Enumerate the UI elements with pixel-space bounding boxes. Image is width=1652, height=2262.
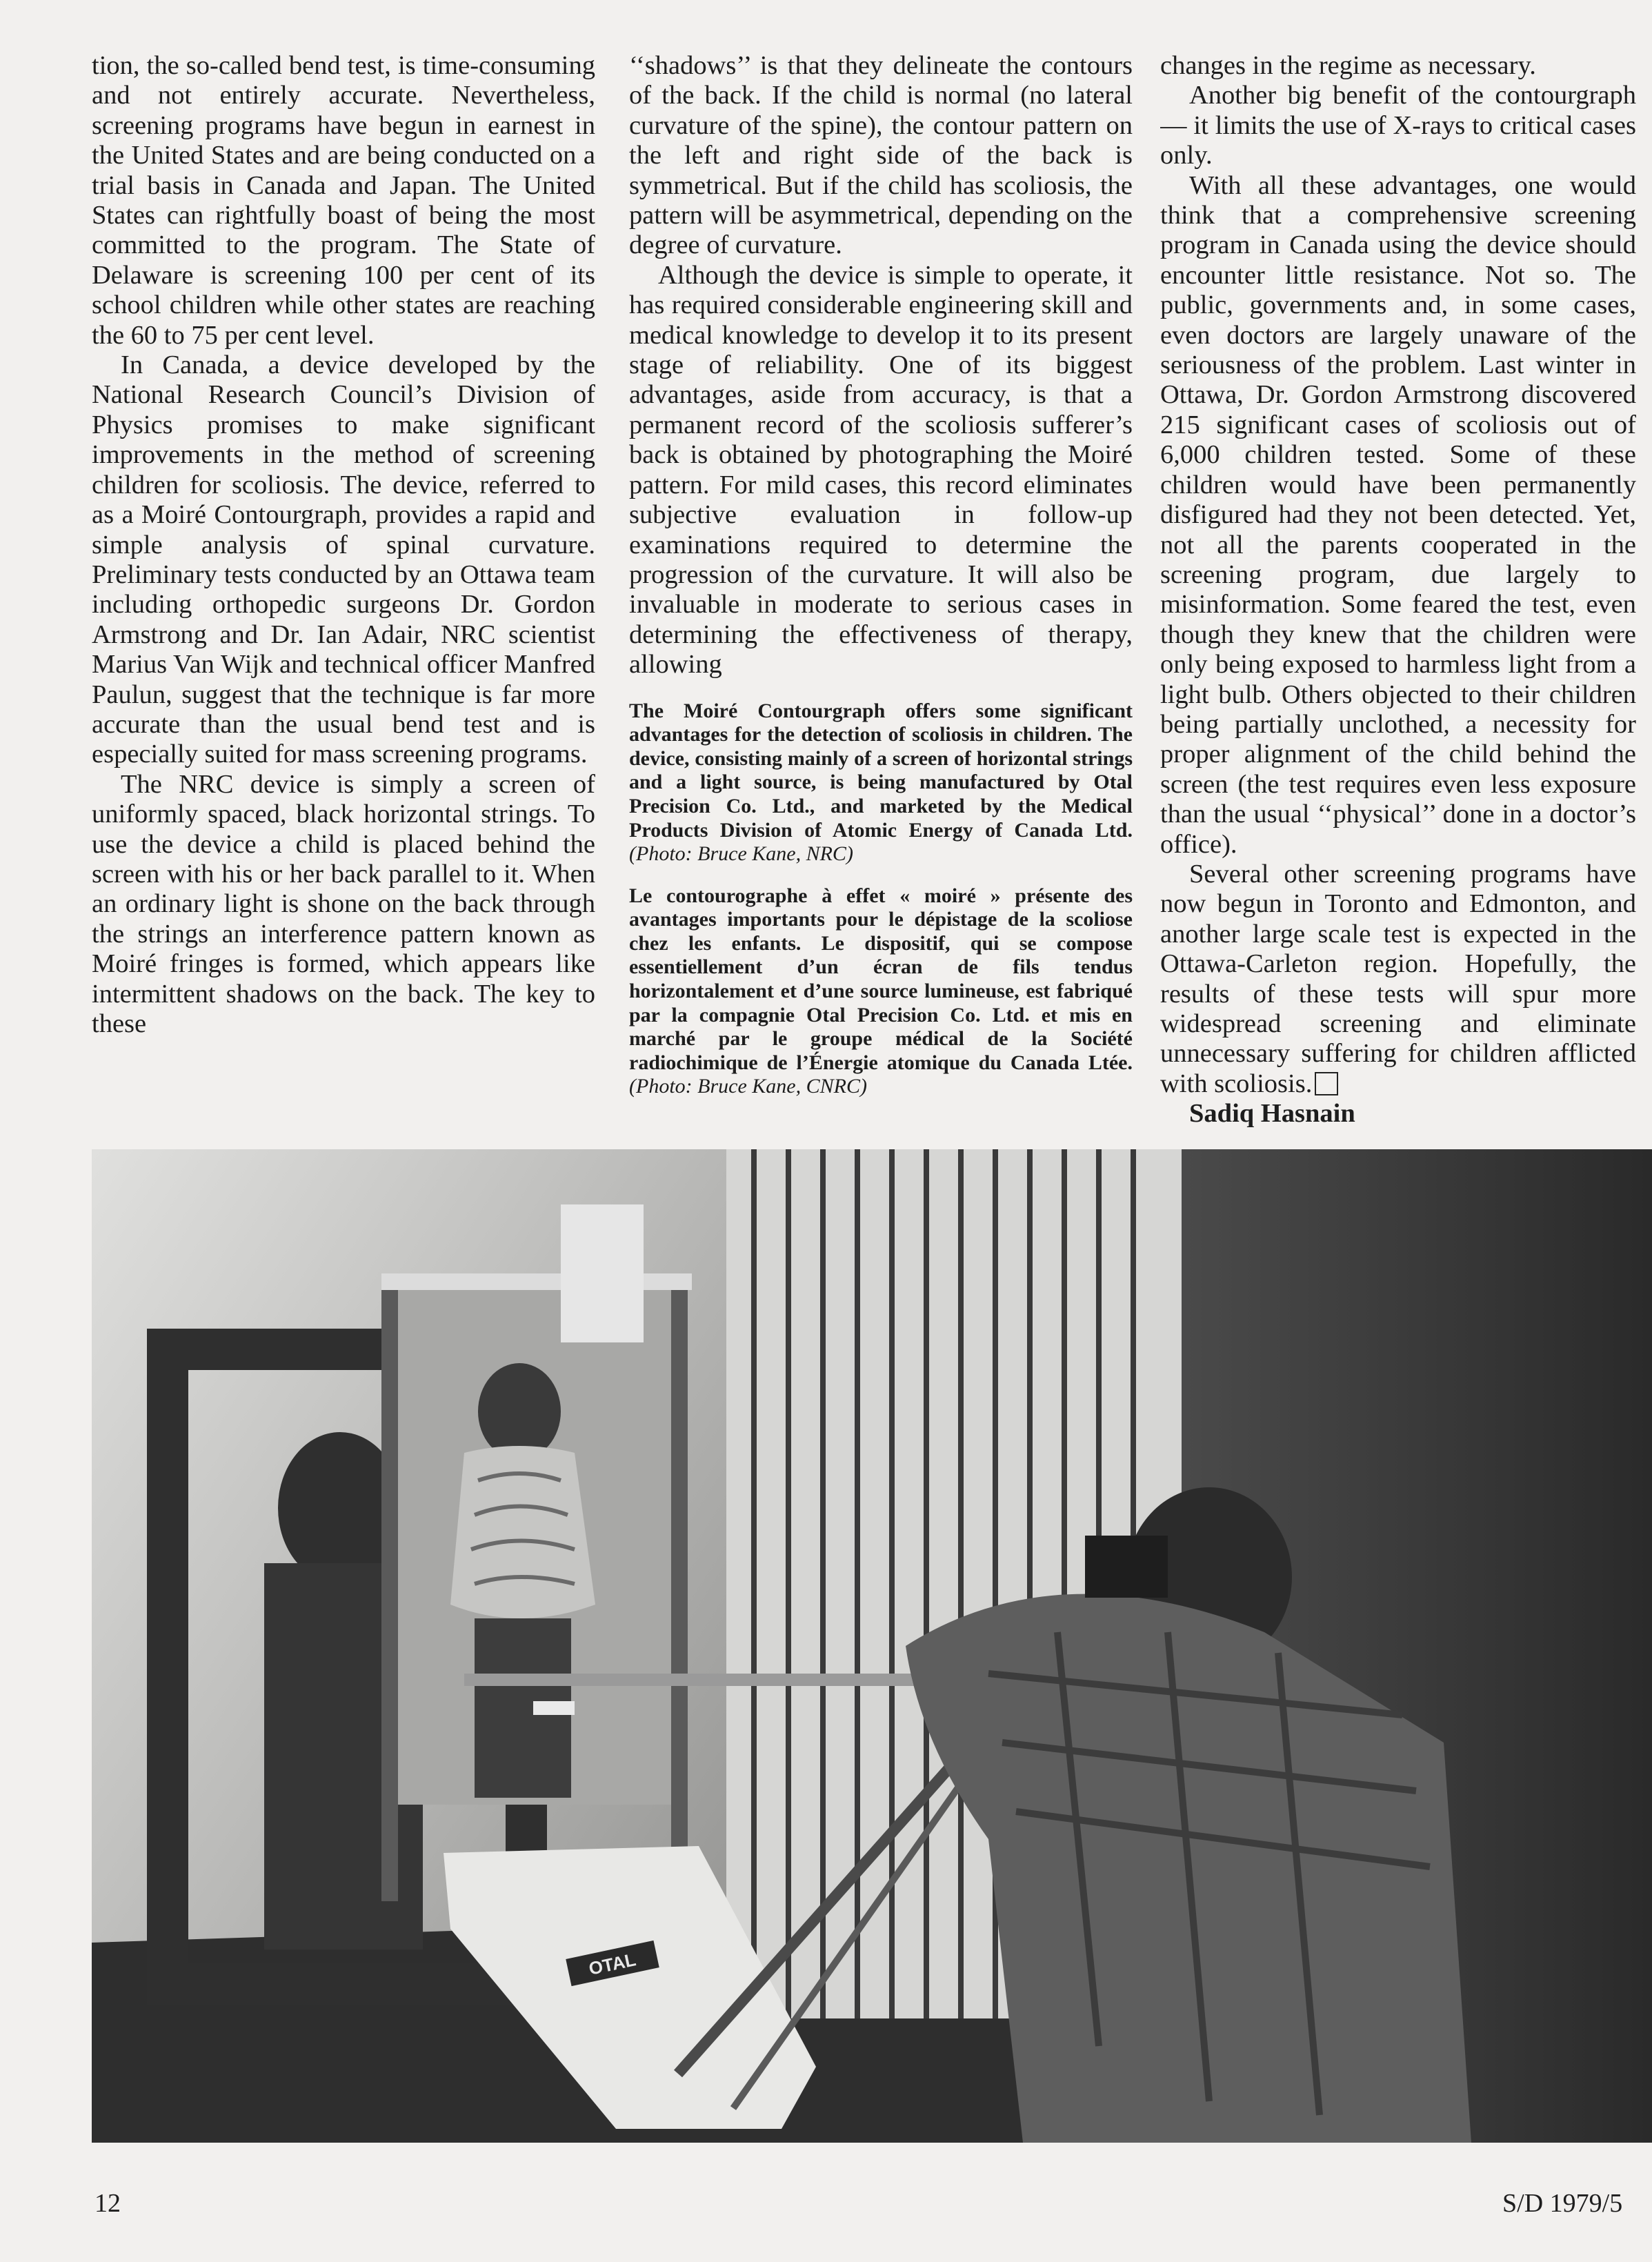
photo-caption-english [629,700,1133,866]
paragraph: Another big benefit of the contourgraph — it limits the use of X-rays to critical cases only. [1160,81,1636,170]
caption-text: Le contourographe à effet « moiré » présente des avantages importants pour le dépistage de la scoliose chez les enfants. Le dispositif, qui se compose essentiellement d’un écran de fils tendus horizontalement et d’une source lumineuse, est fabriqué par la compagnie Otal Precision Co. Ltd. et mis en marché par le groupe médical de la Société radiochimique de l’Énergie atomique du Canada Ltée. [629,884,1133,1074]
article-column-2 [629,51,1133,1141]
photo-credit: (Photo: Bruce Kane, NRC) [629,842,853,866]
moire-screen [381,1204,692,1901]
photo-illustration [92,1149,1652,2143]
paragraph: tion, the so-called bend test, is time-consuming and not entirely accurate. Nevertheless, screening programs have begun in earnest in the United States and are being conducted on a trial basis in Canada and Japan. The United States can rightfully boast of being the most committed to the program. The State of Delaware is screening 100 per cent of its school children while other states are reaching the 60 to 75 per cent level. [92,51,595,350]
paragraph: Although the device is simple to operate, it has required considerable engineering skill and medical knowledge to develop it to its present stage of reliability. One of its biggest advantages, aside from accuracy, is that a permanent record of the scoliosis sufferer’s back is obtained by photographing the Moiré pattern. For mild cases, this record eliminates subjective evaluation in follow-up examinations required to determine the progression of the curvature. It will also be invaluable in moderate to serious cases in determining the effectiveness of therapy, allowing [629,260,1133,679]
paragraph-text: Several other screening programs have now begun in Toronto and Edmonton, and another large scale test is expected in the Ottawa-Carleton region. Hopefully, the results of these tests will spur more widespread screening and eliminate unnecessary suffering for children afflicted with scoliosis. [1160,859,1636,1098]
paragraph: changes in the regime as necessary. [1160,51,1536,80]
device-brand-label: OTAL [586,1949,638,1979]
author-byline: Sadiq Hasnain [1189,1099,1355,1129]
page-number: 12 [94,2189,121,2218]
end-mark-icon [1315,1072,1338,1095]
article-column-3 [1160,51,1636,1155]
paragraph: With all these advantages, one would think that a comprehensive screening program in Canada using the device should encounter little resistance. Not so. The public, governments and, in some cases, even doctors are largely unaware of the seriousness of the problem. Last winter in Ottawa, Dr. Gordon Armstrong discovered 215 significant cases of scoliosis out of 6,000 children tested. Some of these children would have been permanently disfigured had they not been detected. Yet, not all the parents cooperated in the screening program, due largely to misinformation. Some feared the test, even though they knew that the children were only being exposed to harmless light from a light bulb. Others objected to their children being partially unclothed, a necessity for proper alignment of the child behind the screen (the test requires even less exposure than the usual ‘‘physical’’ done in a doctor’s office). [1160,170,1636,859]
photo-caption-french [629,884,1133,1099]
paragraph [1160,860,1636,1099]
article-column-1 [92,51,595,1141]
article-photo [92,1149,1652,2143]
caption-text: The Moiré Contourgraph offers some significant advantages for the detection of scoliosis in children. The device, consisting mainly of a screen of horizontal strings and a light source, is being manufactured by Otal Precision Co. Ltd., and marketed by the Medical Products Division of Atomic Energy of Canada Ltd. [629,699,1133,842]
paragraph: The NRC device is simply a screen of uniformly spaced, black horizontal strings. To use the device a child is placed behind the screen with his or her back parallel to it. When an ordinary light is shone on the back through the strings an interference pattern known as Moiré fringes is formed, which appears like intermittent shadows on the back. The key to these [92,769,595,1038]
paragraph: In Canada, a device developed by the National Research Council’s Division of Physics promises to make significant improvements in the method of screening children for scoliosis. The device, referred to as a Moiré Contourgraph, provides a rapid and simple analysis of spinal curvature. Preliminary tests conducted by an Ottawa team including orthopedic surgeons Dr. Gordon Armstrong and Dr. Ian Adair, NRC scientist Marius Van Wijk and technical officer Manfred Paulun, suggest that the technique is far more accurate than the usual bend test and is especially suited for mass screening programs. [92,350,595,769]
issue-label: S/D 1979/5 [1502,2189,1623,2218]
paragraph: ‘‘shadows’’ is that they delineate the contours of the back. If the child is normal (no lateral curvature of the spine), the contour pattern on the left and right side of the back is symmetrical. But if the child has scoliosis, the pattern will be asymmetrical, depending on the degree of curvature. [629,51,1133,260]
photo-credit: (Photo: Bruce Kane, CNRC) [629,1075,867,1098]
